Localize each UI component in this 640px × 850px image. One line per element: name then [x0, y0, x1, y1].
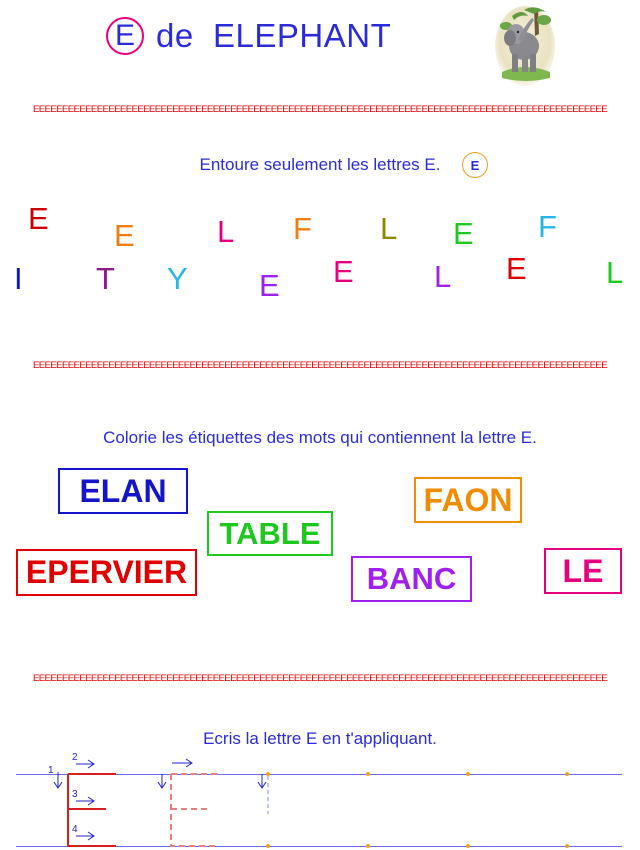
letter-item[interactable]: L [606, 255, 624, 290]
letter-item[interactable]: E [506, 251, 527, 286]
letter-item[interactable]: E [259, 268, 280, 303]
word-label[interactable]: EPERVIER [16, 549, 197, 596]
elephant-icon [494, 4, 556, 86]
guide-dot [366, 772, 370, 776]
letter-item[interactable]: F [538, 209, 557, 244]
stroke-number: 2 [72, 752, 78, 763]
letter-item[interactable]: E [114, 218, 135, 253]
example-circled-letter: E [462, 152, 488, 178]
stroke-number: 1 [48, 765, 54, 776]
word-label[interactable]: BANC [351, 556, 472, 602]
letter-item[interactable]: E [333, 254, 354, 289]
guide-dot [266, 844, 270, 848]
page-title [106, 14, 391, 58]
letter-item[interactable]: L [217, 214, 235, 249]
letter-e-separator: EEEEEEEEEEEEEEEEEEEEEEEEEEEEEEEEEEEEEEEEEEEEEEEEEEEEEEEEEEEEEEEEEEEEEEEEEEEEEEEEEEEEEEEEEEEEEEEEEEE [32, 104, 608, 115]
instruction-circle-letters: Entoure seulement les lettres E. [199, 155, 441, 174]
letter-e-separator: EEEEEEEEEEEEEEEEEEEEEEEEEEEEEEEEEEEEEEEEEEEEEEEEEEEEEEEEEEEEEEEEEEEEEEEEEEEEEEEEEEEEEEEEEEEEEEEEEEE [32, 360, 608, 371]
stroke-number: 4 [72, 824, 78, 835]
letter-item[interactable]: T [96, 261, 115, 296]
guide-dot [366, 844, 370, 848]
title-letter-circle: E [106, 17, 144, 55]
letter-item[interactable]: L [380, 211, 398, 246]
guide-dot [565, 844, 569, 848]
word-label[interactable]: ELAN [58, 468, 188, 514]
letter-item[interactable]: F [293, 211, 312, 246]
letter-item[interactable]: Y [167, 261, 188, 296]
letter-e-separator: EEEEEEEEEEEEEEEEEEEEEEEEEEEEEEEEEEEEEEEEEEEEEEEEEEEEEEEEEEEEEEEEEEEEEEEEEEEEEEEEEEEEEEEEEEEEEEEEEEE [32, 673, 608, 684]
letter-item[interactable]: L [434, 259, 452, 294]
stroke-number: 3 [72, 789, 78, 800]
word-label[interactable]: FAON [414, 477, 522, 523]
guide-dot [466, 844, 470, 848]
guide-dot [266, 772, 270, 776]
letter-item[interactable]: I [14, 261, 23, 296]
word-label[interactable]: TABLE [207, 511, 333, 556]
instruction-write-letter: Ecris la lettre E en t'appliquant. [203, 729, 437, 748]
guide-dot [466, 772, 470, 776]
title-text: de ELEPHANT [156, 17, 392, 54]
word-label[interactable]: LE [544, 548, 622, 594]
instruction-color-labels: Colorie les étiquettes des mots qui contiennent la lettre E. [103, 428, 537, 447]
letter-item[interactable]: E [28, 201, 49, 236]
guide-dot [565, 772, 569, 776]
letter-item[interactable]: E [453, 216, 474, 251]
